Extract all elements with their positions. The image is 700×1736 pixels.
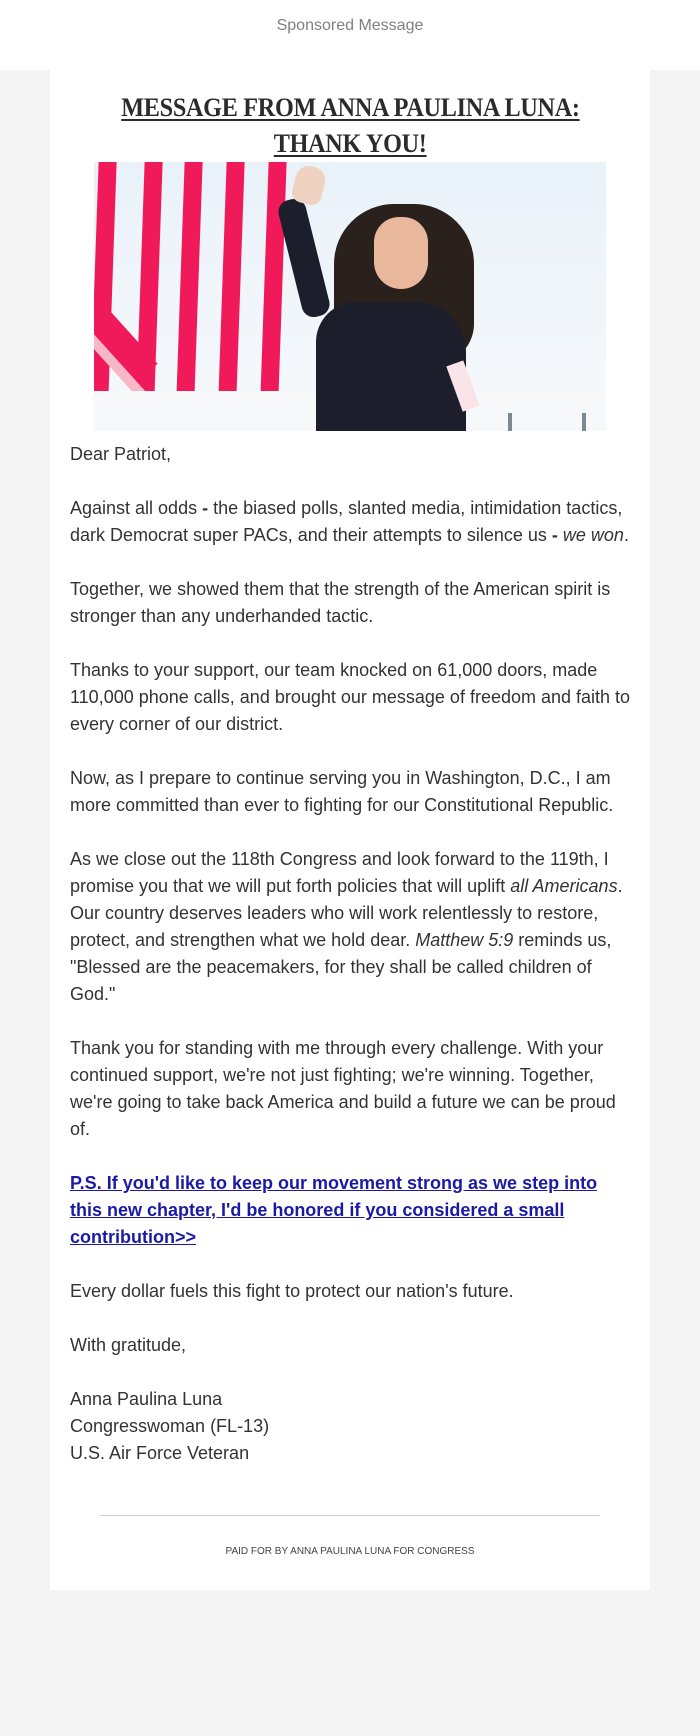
- person-hand: [290, 163, 328, 207]
- hero-image: [94, 162, 606, 431]
- email-card: [50, 70, 650, 1590]
- paragraph-congress: [70, 846, 632, 1008]
- text: . Our country deserves leaders who will work relentlessly to restore, protect, and strengthen what we hold dear.: [70, 876, 623, 950]
- pole-icon: [508, 413, 512, 431]
- emphasis: all Americans: [510, 876, 618, 896]
- paid-for-disclaimer: PAID FOR BY ANNA PAULINA LUNA FOR CONGRESS: [225, 1546, 475, 1557]
- paragraph-washington: Now, as I prepare to continue serving you in Washington, D.C., I am more committed than ever to fighting for our Constitutional Republic.: [70, 768, 614, 815]
- text: As we close out the 118th Congress and look forward to the 119th, I promise you that we will put forth policies that will uplift: [70, 849, 609, 896]
- paragraph-every-dollar: Every dollar fuels this fight to protect our nation's future.: [70, 1281, 514, 1301]
- emphasis: we won: [562, 525, 624, 545]
- paragraph-thanks: Thanks to your support, our team knocked on 61,000 doors, made 110,000 phone calls, and brought our message of freedom and faith to every corner of our district.: [70, 660, 631, 734]
- paragraph-together: Together, we showed them that the strength of the American spirit is stronger than any underhanded tactic.: [70, 579, 611, 626]
- pole-icon: [582, 413, 586, 431]
- footer-divider: [100, 1515, 600, 1516]
- paragraph-thank-you: Thank you for standing with me through every challenge. With your continued support, we're not just fighting; we're winning. Together, we're going to take back America and build a future we can be proud of.: [70, 1038, 616, 1139]
- person-face: [374, 217, 428, 289]
- paragraph-against-all-odds: [70, 495, 632, 549]
- signature-role: U.S. Air Force Veteran: [70, 1443, 250, 1463]
- dash: -: [202, 498, 209, 518]
- email-body: [70, 441, 632, 1467]
- person-arm: [276, 196, 332, 319]
- ps-paragraph: [70, 1170, 632, 1251]
- contribution-link[interactable]: P.S. If you'd like to keep our movement strong as we step into this new chapter, I'd be honored if you considered a small contribution>>: [70, 1173, 598, 1247]
- email-title: [50, 90, 650, 162]
- text: reminds us, "Blessed are the peacemakers, for they shall be called children of God.": [70, 930, 612, 1004]
- text: .: [623, 525, 629, 545]
- emphasis: Matthew 5:9: [415, 930, 514, 950]
- text: Against all odds: [70, 498, 203, 518]
- sponsored-header: [0, 0, 700, 70]
- signature-name: Anna Paulina Luna: [70, 1389, 223, 1409]
- text: the biased polls, slanted media, intimidation tactics, dark Democrat super PACs, and their attempts to silence us: [70, 498, 623, 545]
- sponsored-label: Sponsored Message: [276, 17, 424, 34]
- signature-title: Congresswoman (FL-13): [70, 1416, 270, 1436]
- title-line-1: MESSAGE FROM ANNA PAULINA LUNA:: [120, 93, 580, 122]
- person-body: [316, 302, 466, 431]
- greeting: Dear Patriot,: [70, 444, 172, 464]
- dash: -: [551, 525, 558, 545]
- title-line-2: THANK YOU!: [273, 129, 427, 158]
- closing: With gratitude,: [70, 1335, 187, 1355]
